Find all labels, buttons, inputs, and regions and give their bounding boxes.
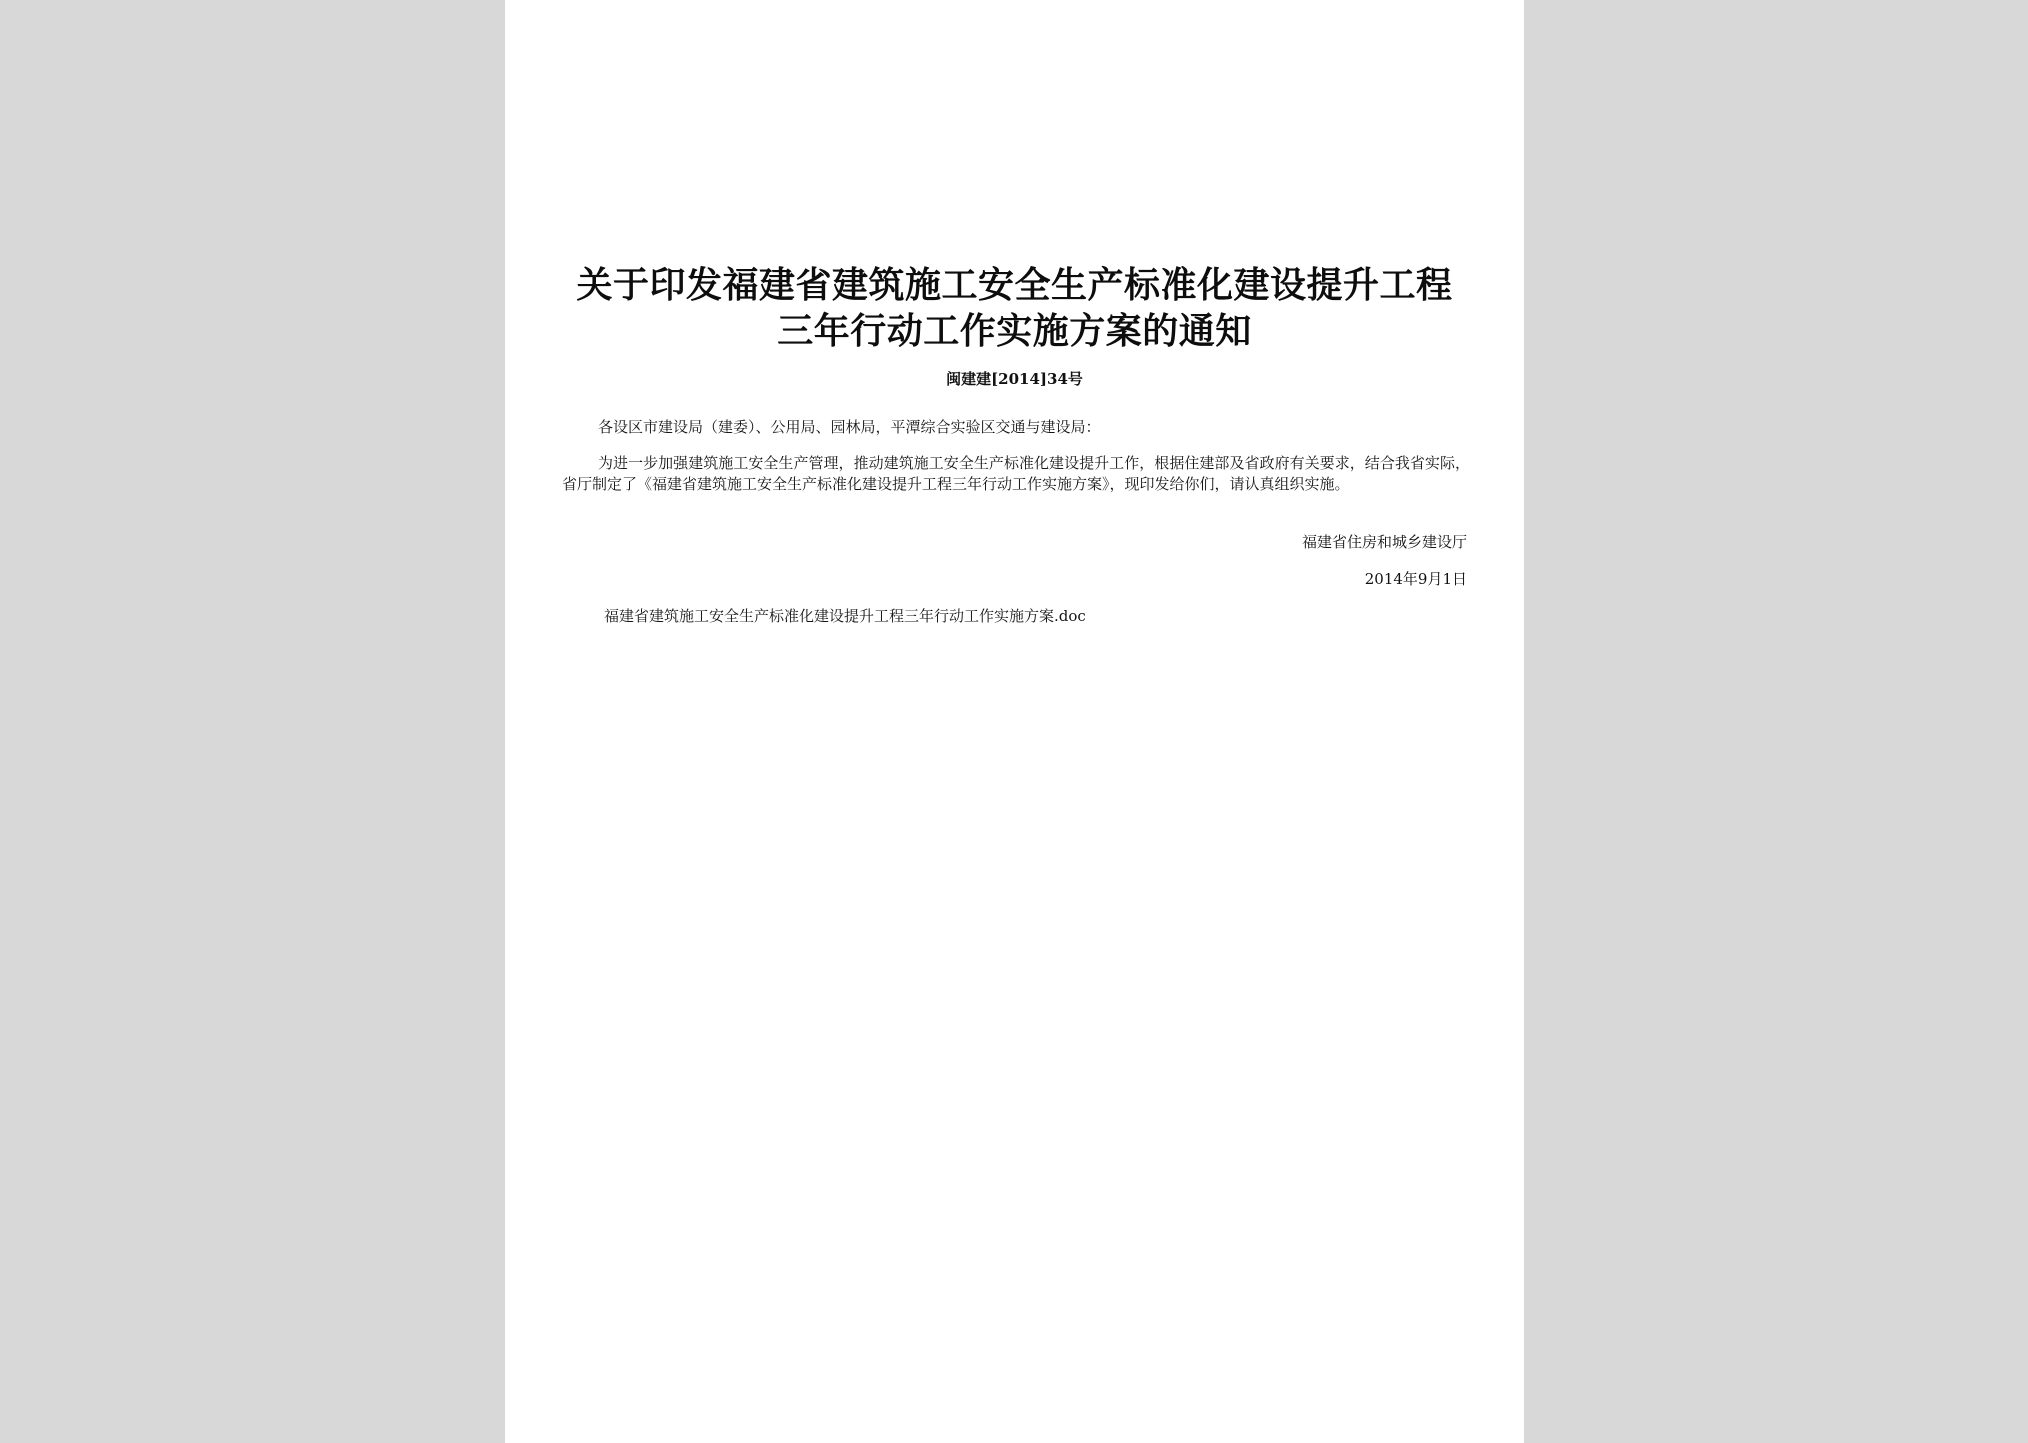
body-paragraph: 为进一步加强建筑施工安全生产管理，推动建筑施工安全生产标准化建设提升工作，根据住建部及省政府有关要求，结合我省实际，省厅制定了《福建省建筑施工安全生产标准化建设提升工程三年行动工作实施方案》，现印发给你们，请认真组织实施。 — [562, 454, 1470, 493]
document-title — [505, 262, 1524, 354]
issuer-signature: 福建省住房和城乡建设厅 — [1301, 533, 1467, 551]
issue-date: 2014年9月1日 — [1364, 570, 1467, 588]
attachment-link[interactable]: 福建省建筑施工安全生产标准化建设提升工程三年行动工作实施方案.doc — [604, 607, 1086, 625]
document-number: 闽建建[2014]34号 — [946, 370, 1083, 388]
document-page — [505, 0, 1524, 1443]
recipient-line: 各设区市建设局（建委）、公用局、园林局，平潭综合实验区交通与建设局： — [598, 418, 1101, 436]
title-line-1: 关于印发福建省建筑施工安全生产标准化建设提升工程 — [576, 264, 1453, 306]
title-line-2: 三年行动工作实施方案的通知 — [777, 310, 1252, 352]
